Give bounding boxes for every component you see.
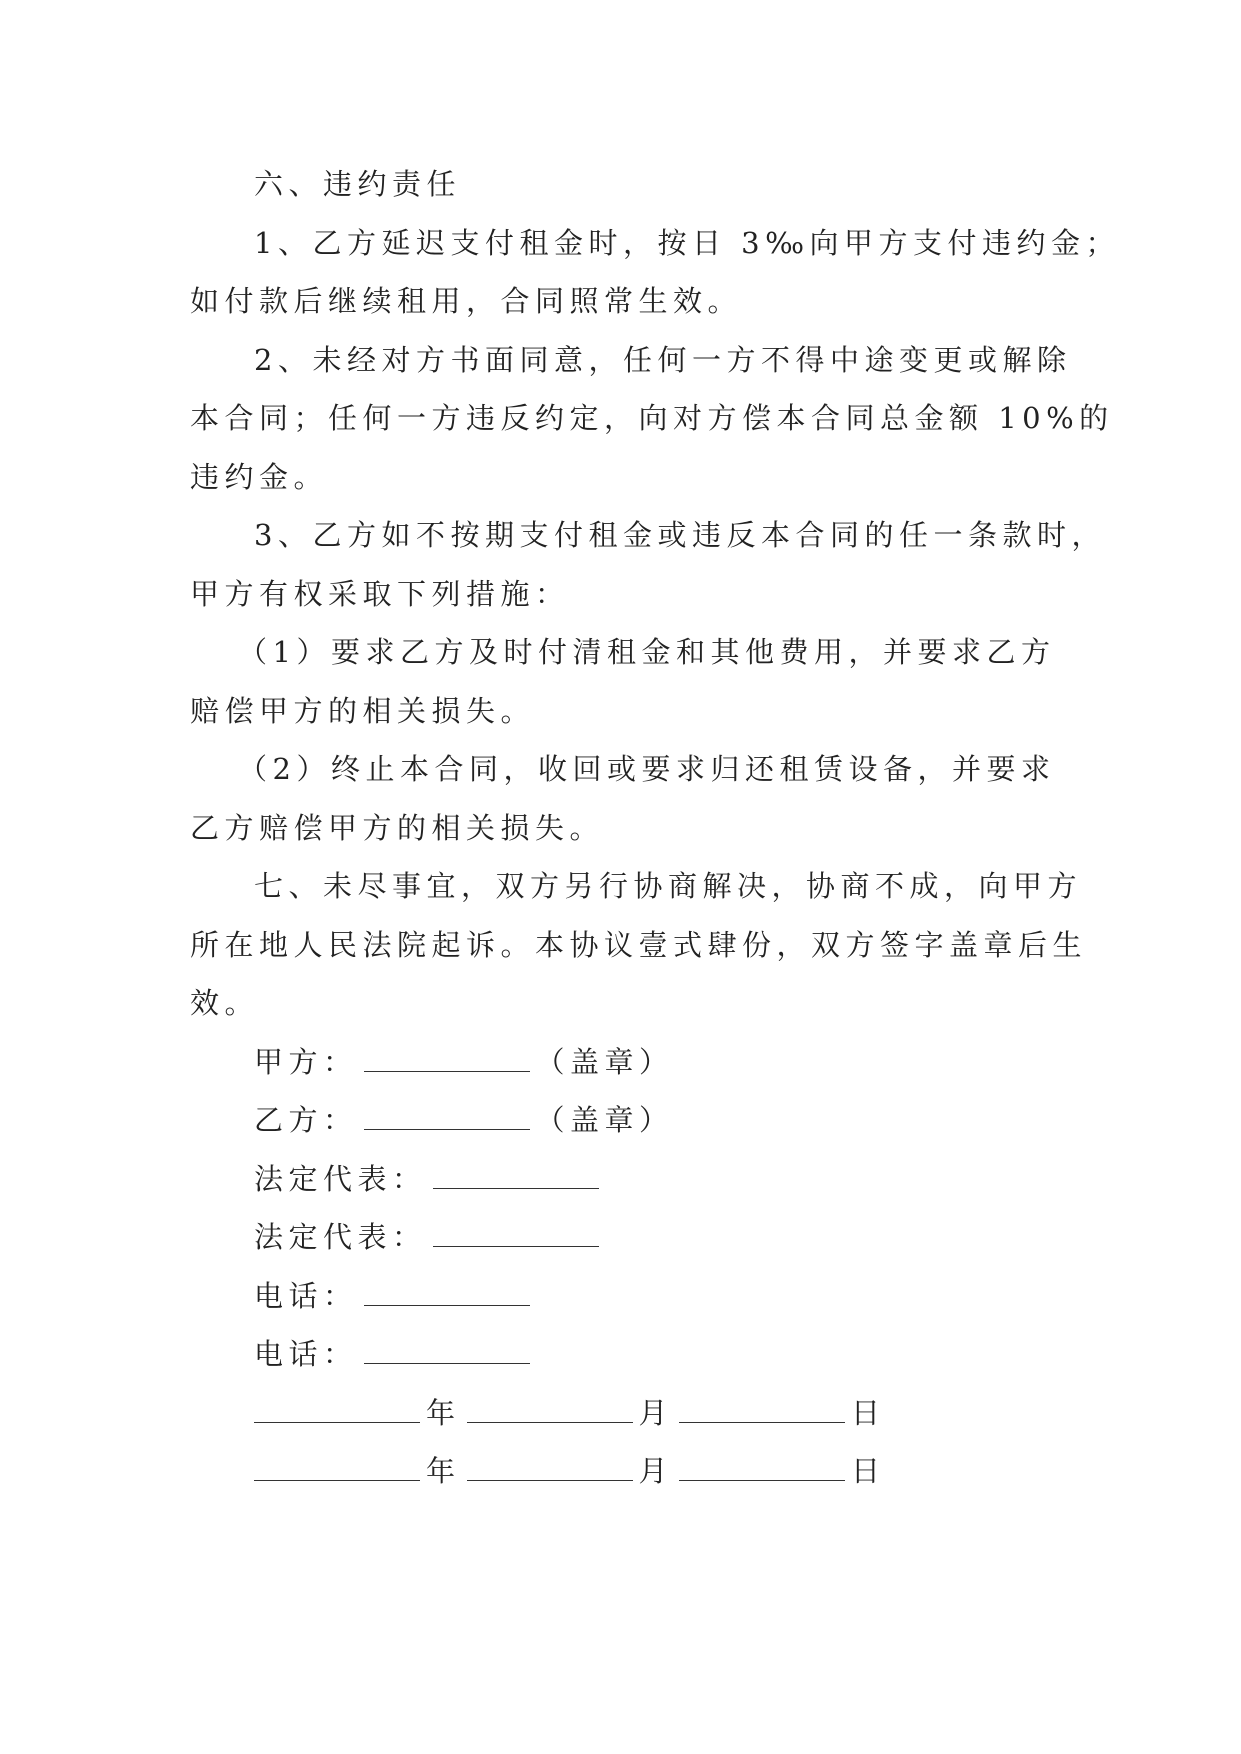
clause-1-line-1: 1、乙方延迟支付租金时，按日 3‰向甲方支付违约金； <box>254 225 1121 260</box>
month-blank-2 <box>467 1460 633 1481</box>
party-b-signature-row <box>190 1091 1062 1150</box>
phone-row-1 <box>190 1267 1062 1326</box>
year-label-2: 年 <box>426 1454 461 1488</box>
clause-3-line-1: 3、乙方如不按期支付租金或违反本合同的任一条款时， <box>254 518 1106 552</box>
month-blank-1 <box>467 1402 633 1423</box>
clause-3-line-2: 甲方有权采取下列措施： <box>190 576 570 611</box>
clause-2-line-3: 违约金。 <box>190 459 329 494</box>
legal-rep-blank-1 <box>433 1168 599 1189</box>
legal-rep-row-2 <box>190 1208 1062 1267</box>
section-6-heading: 六、违约责任 <box>254 167 462 201</box>
document-body <box>190 155 1121 1501</box>
measure-2-line-2: 乙方赔偿甲方的相关损失。 <box>190 810 605 845</box>
party-b-label: 乙方： <box>254 1103 358 1137</box>
section-7-line-3: 效。 <box>190 986 260 1020</box>
day-label-1: 日 <box>851 1395 886 1430</box>
month-label-2: 月 <box>638 1454 674 1488</box>
legal-rep-label-1: 法定代表： <box>254 1161 427 1196</box>
year-label-1: 年 <box>426 1395 461 1430</box>
clause-1-line-2: 如付款后继续租用，合同照常生效。 <box>190 284 743 318</box>
legal-rep-row-1 <box>190 1150 1062 1209</box>
day-label-2: 日 <box>851 1454 886 1488</box>
phone-blank-1 <box>364 1285 530 1306</box>
clause-2-line-1: 2、未经对方书面同意，任何一方不得中途变更或解除 <box>254 342 1072 377</box>
measure-1-line-2: 赔偿甲方的相关损失。 <box>190 693 536 728</box>
legal-rep-label-2: 法定代表： <box>254 1220 427 1254</box>
year-blank-1 <box>254 1402 420 1423</box>
party-a-signature-row <box>190 1033 1062 1092</box>
measure-1-line-1: （1）要求乙方及时付清租金和其他费用，并要求乙方 <box>238 635 1056 669</box>
phone-label-2: 电话： <box>254 1337 358 1371</box>
day-blank-2 <box>679 1460 845 1481</box>
date-row-2 <box>190 1442 1062 1501</box>
day-blank-1 <box>679 1402 845 1423</box>
measure-2-line-1: （2）终止本合同，收回或要求归还租赁设备，并要求 <box>238 752 1056 786</box>
party-b-seal-label: （盖章） <box>535 1103 674 1137</box>
legal-rep-blank-2 <box>433 1226 599 1247</box>
party-a-blank <box>364 1051 530 1072</box>
month-label-1: 月 <box>638 1395 674 1430</box>
phone-label-1: 电话： <box>254 1278 358 1313</box>
phone-row-2 <box>190 1325 1062 1384</box>
party-a-seal-label: （盖章） <box>535 1044 674 1079</box>
party-b-blank <box>364 1109 530 1130</box>
party-a-label: 甲方： <box>254 1044 358 1079</box>
phone-blank-2 <box>364 1343 530 1364</box>
section-7-line-1: 七、未尽事宜，双方另行协商解决，协商不成，向甲方 <box>254 869 1083 903</box>
section-7-line-2: 所在地人民法院起诉。本协议壹式肆份，双方签字盖章后生 <box>190 927 1088 962</box>
date-row-1 <box>190 1384 1062 1443</box>
clause-2-line-2: 本合同；任何一方违反约定，向对方偿本合同总金额 10%的 <box>190 401 1114 435</box>
year-blank-2 <box>254 1460 420 1481</box>
